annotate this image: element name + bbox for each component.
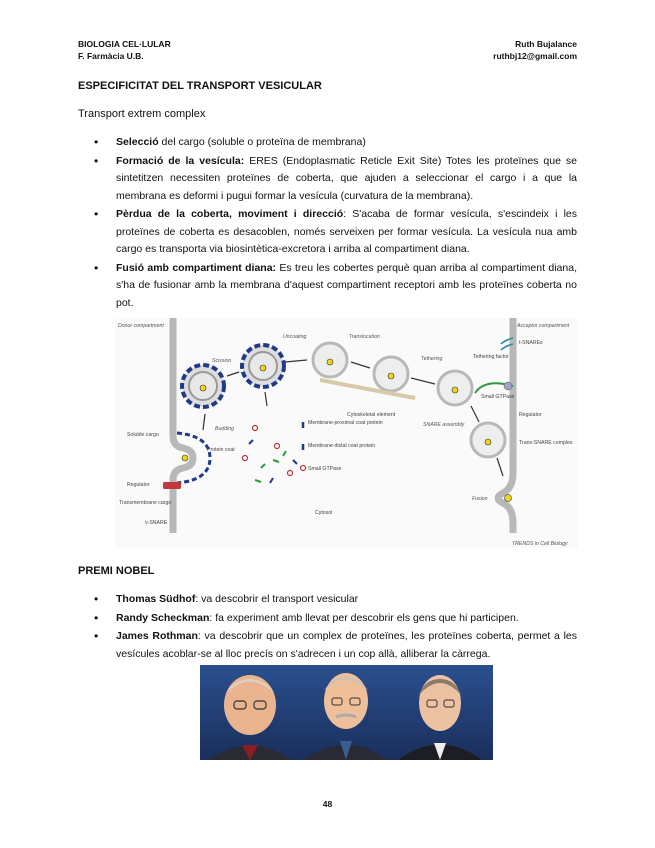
bullet-term: Fusió amb compartiment diana:	[116, 261, 277, 274]
nobel-laureates-photo	[200, 665, 493, 760]
cargo-dot	[452, 387, 458, 393]
list-item	[78, 134, 577, 152]
list-item	[78, 628, 577, 663]
cargo-dot	[200, 385, 206, 391]
small-gtpase-shape	[504, 382, 512, 390]
author-name: Ruth Bujalance	[515, 39, 577, 49]
label-snare-assembly: SNARE assembly	[423, 422, 465, 428]
label-trans-snare: Trans-SNARE complex	[519, 440, 573, 446]
regulator-shape	[163, 482, 181, 489]
label-uncoating: Uncoating	[283, 334, 307, 340]
bullet-term: Formació de la vesícula:	[116, 154, 245, 167]
vesicular-transport-diagram	[115, 318, 578, 548]
cargo-dot	[327, 359, 333, 365]
bullet-term: Pèrdua de la coberta, moviment i direcció	[116, 208, 344, 220]
bullet-term: Thomas Südhof	[116, 593, 196, 605]
diagram-svg	[115, 318, 578, 548]
label-legend-gtpase: Small GTPase	[308, 466, 342, 472]
section-title-nobel: PREMI NOBEL	[78, 565, 155, 577]
label-acceptor: Acceptor compartment	[517, 323, 570, 329]
transport-steps-list	[78, 134, 577, 313]
list-item	[78, 206, 577, 259]
bullet-text: ERES (Endoplasmatic Reticle Exit Site) Totes les proteïnes que se sintetitzen necessiten proteïnes de coberta, que ajuden a seleccionar el cargo i a que la membrana es deformi i pugui formar la vesícula (curvatura de la membrana).	[116, 154, 577, 202]
bullet-text: Es treu les cobertes perquè quan arriba al compartiment diana, s'ha de fusionar amb la membrana d'aquest compartiment receptori amb les proteïnes coberta no pot.	[116, 261, 577, 309]
label-tethering: Tethering	[421, 356, 443, 362]
label-cytosol: Cytosol	[315, 510, 333, 516]
bullet-text: : va descobrir que un complex de proteïnes, les proteïnes coberta, permet a les vesícules acoblar-se al lloc precís on s'adrecen i un cop allà, alliberar la càrrega.	[116, 630, 578, 660]
label-fusion: Fusion	[472, 496, 488, 502]
header-right	[493, 38, 577, 62]
label-t-snares: t-SNAREs	[519, 340, 543, 346]
page-number: 48	[322, 799, 333, 809]
label-legend-proximal: Membrane-proximal coat protein	[308, 420, 383, 426]
label-protein-coat: Protein coat	[207, 447, 235, 453]
list-item	[78, 153, 577, 206]
bullet-text: del cargo (soluble o proteïna de membrana)	[158, 136, 366, 148]
section-title-transport: ESPECIFICITAT DEL TRANSPORT VESICULAR	[78, 80, 322, 92]
label-tethering-factor: Tethering factor	[473, 354, 509, 360]
figure-credit: TRENDS in Cell Biology	[512, 541, 568, 547]
bullet-term: James Rothman	[116, 630, 198, 642]
label-regulator-left: Regulator	[127, 482, 150, 488]
author-email: ruthbj12@gmail.com	[493, 51, 577, 61]
intro-text: Transport extrem complex	[78, 108, 206, 120]
bullet-text: : S'acaba de formar vesícula, s'escindeix i les proteïnes de coberta es desacoblen, només serveixen per formar vesícula. La vesícula nua amb cargo es transporta via biosintètica-excretora i arriba al compartiment diana.	[116, 208, 577, 255]
released-cargo-dot	[505, 495, 512, 502]
cargo-dot	[485, 439, 491, 445]
label-v-snare: v-SNARE	[145, 520, 168, 526]
course-name: BIOLOGIA CEL·LULAR	[78, 39, 171, 49]
bullet-term: Selecció	[116, 136, 159, 148]
label-translocation: Translocation	[349, 334, 380, 340]
bullet-term: Randy Scheckman	[116, 611, 210, 624]
label-transmembrane-cargo: Transmembrane cargo	[119, 500, 172, 506]
photo-svg	[200, 665, 493, 760]
bullet-text: : fa experiment amb llevat per descobrir els gens que hi participen.	[209, 611, 519, 624]
nobel-list	[78, 591, 577, 664]
cargo-dot	[260, 365, 266, 371]
label-small-gtpase-right: Small GTPase	[481, 394, 515, 400]
cargo-dot	[388, 373, 394, 379]
list-item	[78, 610, 577, 628]
label-scission: Scission	[212, 358, 232, 364]
label-budding: Budding	[215, 426, 235, 432]
label-soluble-cargo: Soluble cargo	[127, 432, 159, 438]
label-regulator-right: Regulator	[519, 412, 542, 418]
header-left	[78, 38, 171, 62]
bullet-text: : va descobrir el transport vesicular	[195, 593, 359, 605]
label-cytoskeletal: Cytoskeletal element	[347, 412, 396, 418]
list-item	[78, 591, 577, 609]
label-legend-distal: Membrane-distal coat protein	[308, 443, 376, 449]
faculty-name: F. Farmàcia U.B.	[78, 51, 144, 61]
label-donor: Donor compartment	[118, 323, 164, 329]
list-item	[78, 260, 577, 313]
cargo-dot	[182, 455, 188, 461]
